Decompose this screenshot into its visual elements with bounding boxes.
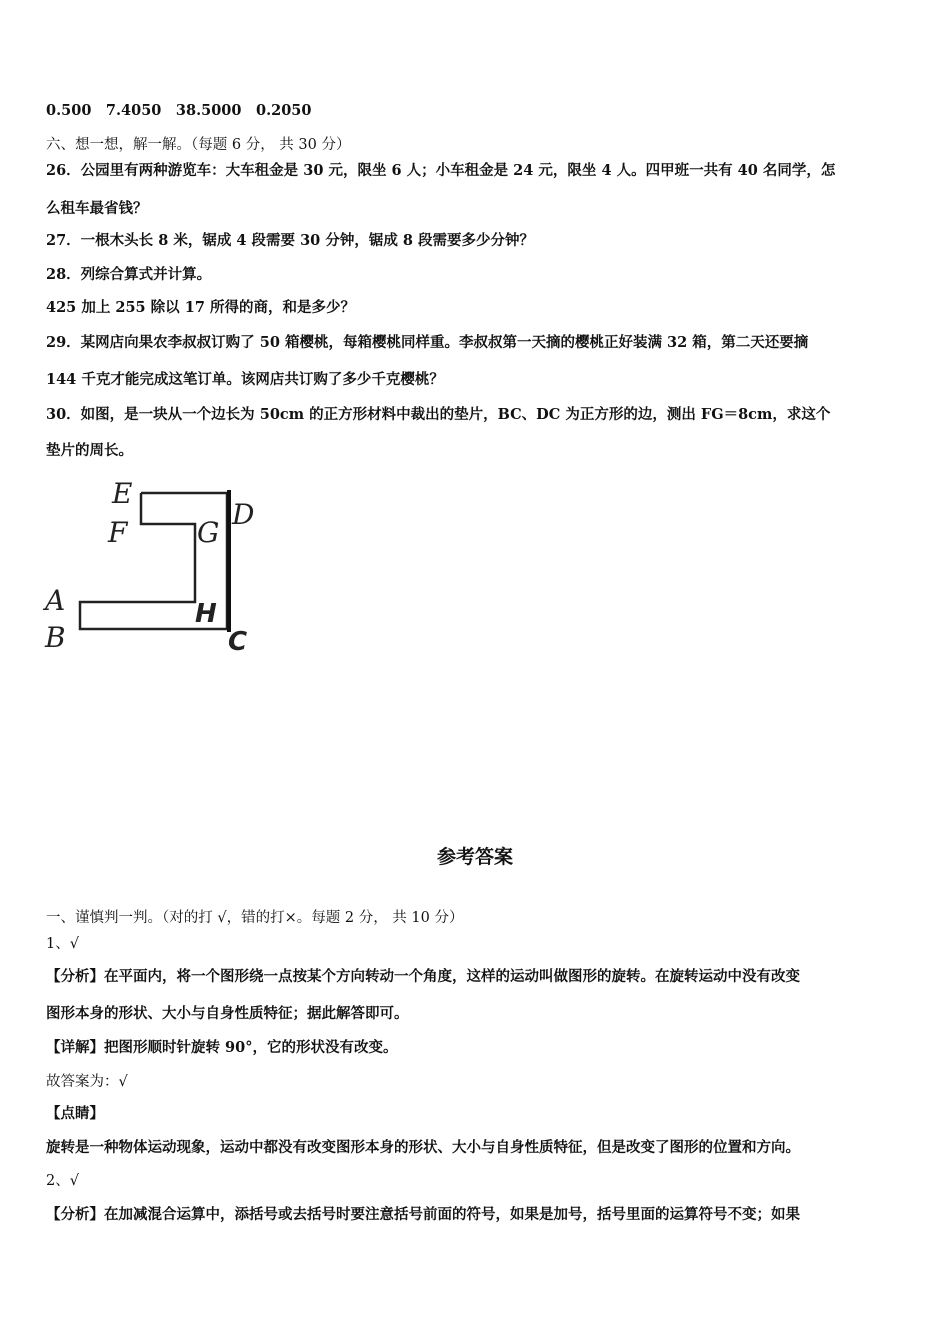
answer-1-analysis-line1: 【分析】在平面内，将一个图形绕一点按某个方向转动一个角度，这样的运动叫做图形的旋转。在旋转运动中没有改变 [46, 968, 800, 985]
answer-2: 2、√ [46, 1173, 79, 1189]
answer-1: 1、√ [46, 936, 79, 952]
label-d: D [232, 498, 255, 531]
answer-2-analysis-line1: 【分析】在加减混合运算中，添括号或去括号时要注意括号前面的符号，如果是加号，括号里面的运算符号不变；如果 [46, 1206, 800, 1223]
answer-1-point: 旋转是一种物体运动现象，运动中都没有改变图形本身的形状、大小与自身性质特征，但是改变了图形的位置和方向。 [46, 1139, 800, 1156]
label-c: C [228, 627, 248, 657]
question-30-line1: 30．如图，是一块从一个边长为 50cm 的正方形材料中裁出的垫片，BC、DC 为正方形的边，测出 FG＝8cm，求这个 [46, 406, 831, 423]
label-g: G [197, 516, 220, 549]
label-e: E [112, 477, 133, 510]
question-27: 27．一根木头长 8 米，锯成 4 段需要 30 分钟，锯成 8 段需要多少分钟？ [46, 232, 535, 249]
answer-1-point-label: 【点睛】 [46, 1105, 104, 1122]
answer-1-analysis-line2: 图形本身的形状、大小与自身性质特征；据此解答即可。 [46, 1005, 409, 1022]
label-a: A [45, 584, 66, 617]
answers-section1-header: 一、谨慎判一判。（对的打 √，错的打×。每题 2 分， 共 10 分） [46, 910, 464, 926]
question-26-line1: 26．公园里有两种游览车：大车租金是 30 元，限坐 6 人；小车租金是 24 元，限坐 4 人。四甲班一共有 40 名同学，怎 [46, 162, 836, 179]
question-28-expression: 425 加上 255 除以 17 所得的商，和是多少？ [46, 299, 355, 316]
label-h: H [195, 599, 217, 629]
decimal-numbers: 0.500 7.4050 38.5000 0.2050 [46, 102, 312, 119]
question-28: 28．列综合算式并计算。 [46, 266, 212, 283]
gasket-figure [40, 472, 280, 662]
answer-1-detail: 【详解】把图形顺时针旋转 90°，它的形状没有改变。 [46, 1039, 398, 1056]
question-26-line2: 么租车最省钱？ [46, 200, 148, 217]
question-29-line2: 144 千克才能完成这笔订单。该网店共订购了多少千克樱桃？ [46, 371, 444, 388]
question-29-line1: 29．某网店向果农李叔叔订购了 50 箱樱桃，每箱樱桃同样重。李叔叔第一天摘的樱桃正好装满 32 箱，第二天还要摘 [46, 334, 809, 351]
answers-title: 参考答案 [436, 846, 513, 868]
section6-header: 六、想一想，解一解。（每题 6 分， 共 30 分） [46, 137, 351, 153]
label-f: F [108, 516, 128, 549]
label-b: B [45, 621, 66, 654]
question-30-line2: 垫片的周长。 [46, 442, 133, 459]
answer-1-final: 故答案为：√ [46, 1074, 128, 1090]
